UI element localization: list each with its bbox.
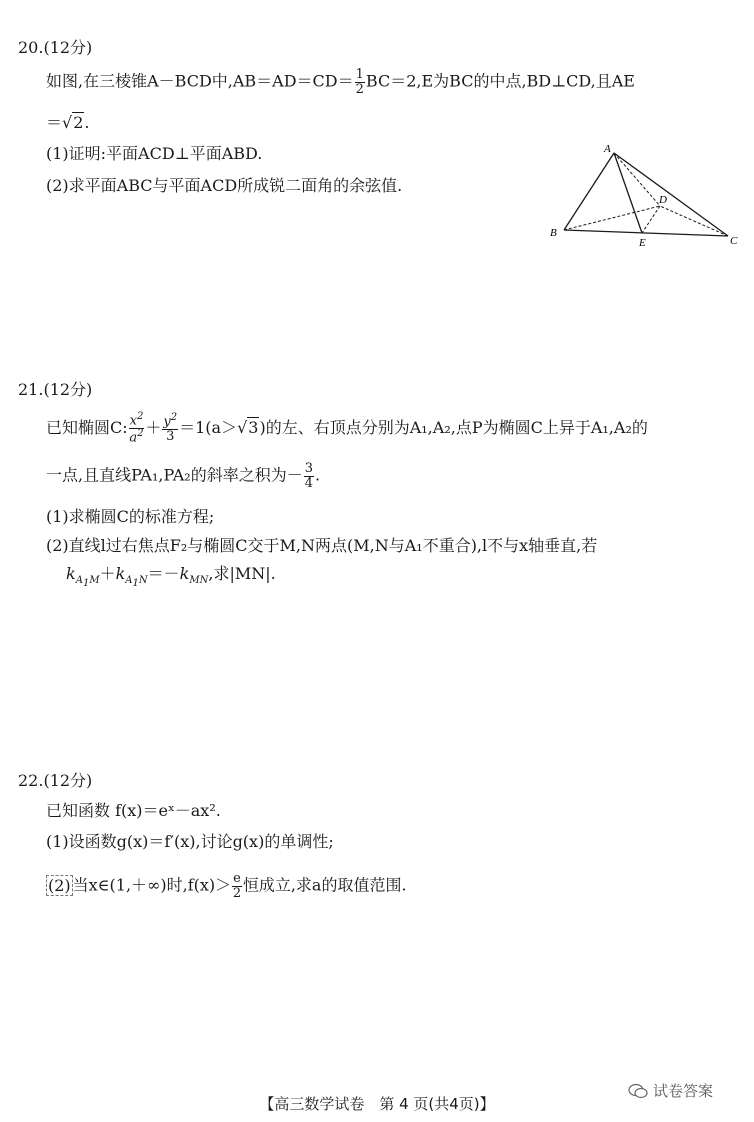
edge-AE	[614, 153, 642, 233]
q22-part2-text: 当x∈(1,＋∞)时,f(x)＞	[72, 875, 232, 895]
q20-stem-part-a: 如图,在三棱锥A－BCD中,AB＝AD＝CD＝	[46, 71, 354, 91]
q20-header: 20.(12分)	[18, 38, 93, 57]
edge-BD	[564, 206, 660, 230]
watermark	[628, 1080, 713, 1101]
label-E: E	[639, 237, 646, 249]
q22-part2	[46, 872, 407, 900]
q21-part2: (2)直线l过右焦点F₂与椭圆C交于M,N两点(M,N与A₁不重合),l不与x轴垂直,若	[46, 536, 598, 555]
q21-sqrt-radicand: 3	[248, 417, 259, 437]
q21-slope-fraction	[304, 462, 314, 490]
q20-sqrt-radicand: 2	[73, 113, 84, 132]
q20-part1: (1)证明:平面ACD⊥平面ABD.	[46, 144, 263, 163]
q21-stem-line2	[46, 462, 320, 490]
q22-e-numerator: e	[233, 871, 241, 886]
wechat-icon	[628, 1083, 648, 1099]
q21-y-fraction: $\frac{y^2}{3}$	[163, 412, 178, 445]
q22-e-denominator: 2	[232, 885, 242, 901]
q21-slope-end: .	[315, 465, 321, 485]
q21-slope-numerator: 3	[304, 461, 313, 476]
q20-half-numerator: 1	[355, 67, 364, 82]
q21-header: 21.(12分)	[18, 380, 93, 399]
edge-BC	[564, 230, 728, 236]
label-A: A	[604, 143, 611, 155]
q21-stem-c: )的左、右顶点分别为A₁,A₂,点P为椭圆C上异于A₁,A₂的	[259, 417, 648, 437]
q20-period: .	[84, 113, 90, 132]
q21-slope-text: 一点,且直线PA₁,PA₂的斜率之积为－	[46, 465, 303, 485]
q21-cond-end: ,求|MN|.	[208, 564, 276, 583]
q20-sqrt: √2	[62, 113, 84, 132]
edge-DE	[642, 206, 660, 233]
q20-equals: ＝	[46, 113, 63, 132]
q21-stem-line1: 已知椭圆C: $\frac{x^2}{a^2}$ ＋ $\frac{y^2}{3}$ ＝1(a＞√3)的左、右顶点分别为A₁,A₂,点P为椭圆C上异于A₁,A₂的	[46, 411, 648, 446]
q21-part1: (1)求椭圆C的标准方程;	[46, 507, 215, 526]
q20-half-denominator: 2	[355, 81, 364, 97]
q21-cond-eq: ＝－	[147, 564, 180, 583]
watermark-text: 试卷答案	[653, 1082, 714, 1100]
q22-part1: (1)设函数g(x)＝f′(x),讨论g(x)的单调性;	[46, 832, 334, 851]
q20-tetrahedron-figure	[542, 140, 742, 252]
q21-condition: $k_{A_1M}+k_{A_1N}=-k_{MN}$,求|MN|.	[66, 564, 276, 590]
q20-stem-line2	[46, 115, 90, 131]
q20-half-fraction	[355, 68, 365, 96]
q21-x-fraction: $\frac{x^2}{a^2}$	[129, 411, 144, 446]
q21-k-a1m: $k_{A_1M}$	[66, 564, 100, 590]
edge-AB	[564, 153, 614, 230]
q21-slope-denominator: 4	[304, 475, 313, 491]
q22-part2-number: (2)	[48, 875, 71, 895]
label-C: C	[730, 235, 738, 247]
q21-sqrt: √3	[237, 417, 259, 437]
q22-header: 22.(12分)	[18, 771, 93, 790]
edge-AD	[614, 153, 660, 206]
page-footer: 【高三数学试卷 第 4 页(共4页)】	[259, 1095, 495, 1113]
q21-stem-b: ＝1(a＞	[179, 417, 238, 437]
q20-stem-part-b: BC＝2,E为BC的中点,BD⊥CD,且AE	[365, 71, 635, 91]
label-D: D	[659, 194, 667, 206]
q22-e-fraction	[232, 872, 242, 900]
q21-stem-a: 已知椭圆C:	[46, 417, 128, 437]
edge-AC	[614, 153, 728, 236]
label-B: B	[550, 227, 557, 239]
q21-k-mn: $k_{MN}$	[179, 564, 209, 587]
q20-stem-line1	[46, 68, 635, 96]
q22-stem: 已知函数 f(x)＝eˣ－ax².	[46, 801, 221, 820]
q21-k-a1n: $k_{A_1N}$	[115, 564, 148, 590]
q20-part2: (2)求平面ABC与平面ACD所成锐二面角的余弦值.	[46, 176, 403, 195]
q22-part2-end: 恒成立,求a的取值范围.	[242, 875, 407, 895]
